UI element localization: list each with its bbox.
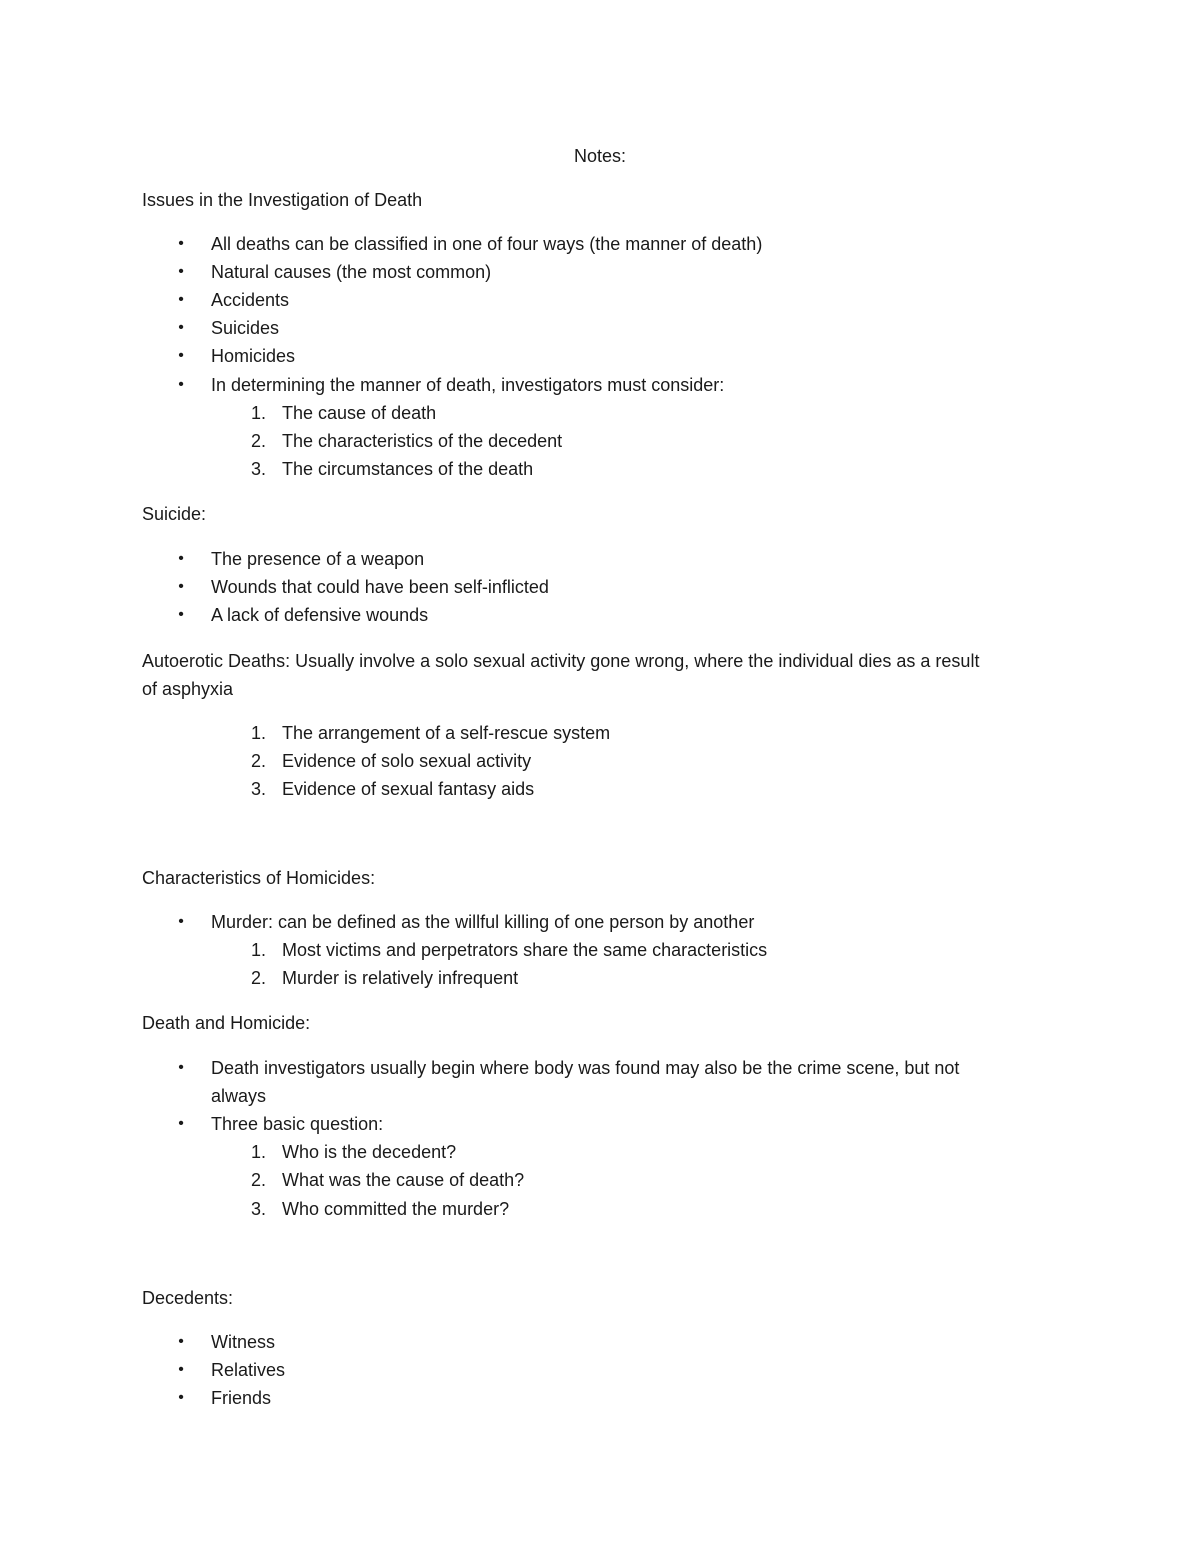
numbered-item-text: The cause of death	[282, 403, 437, 423]
list-number: 1.	[250, 723, 266, 743]
bullet-icon: •	[178, 347, 184, 364]
bullet-icon: •	[178, 550, 184, 567]
list-item-text: Witness	[211, 1332, 276, 1352]
section-heading-decedents: Decedents:	[142, 1288, 234, 1308]
list-number: 3.	[250, 1199, 266, 1219]
list-item-text: Homicides	[211, 346, 296, 366]
list-item-text: Friends	[211, 1388, 272, 1408]
list-item-text: In determining the manner of death, investigators must consider:	[211, 375, 725, 395]
numbered-item-text: Murder is relatively infrequent	[282, 968, 519, 988]
bullet-icon: •	[178, 319, 184, 336]
list-number: 3.	[250, 459, 266, 479]
numbered-item-text: What was the cause of death?	[282, 1170, 525, 1190]
numbered-item-text: Who committed the murder?	[282, 1199, 510, 1219]
bullet-icon: •	[178, 913, 184, 930]
list-item-text: Death investigators usually begin where body was found may also be the crime scene, but not	[211, 1058, 960, 1078]
numbered-item-text: The arrangement of a self-rescue system	[282, 723, 611, 743]
bullet-icon: •	[178, 1115, 184, 1132]
list-item-text-continued: always	[211, 1086, 267, 1106]
section-heading-autoerotic: Autoerotic Deaths: Usually involve a solo sexual activity gone wrong, where the individual dies as a result	[142, 651, 980, 671]
list-number: 2.	[250, 751, 266, 771]
list-number: 1.	[250, 940, 266, 960]
list-item-text: Natural causes (the most common)	[211, 262, 492, 282]
bullet-icon: •	[178, 263, 184, 280]
numbered-item-text: Evidence of sexual fantasy aids	[282, 779, 535, 799]
section-heading-issues: Issues in the Investigation of Death	[142, 190, 423, 210]
bullet-icon: •	[178, 376, 184, 393]
list-item-text: Accidents	[211, 290, 290, 310]
section-heading-autoerotic-continued: of asphyxia	[142, 679, 234, 699]
page-title: Notes:	[573, 146, 627, 166]
list-number: 1.	[250, 403, 266, 423]
list-item-text: Three basic question:	[211, 1114, 384, 1134]
bullet-icon: •	[178, 1361, 184, 1378]
numbered-item-text: Who is the decedent?	[282, 1142, 457, 1162]
list-item-text: Relatives	[211, 1360, 286, 1380]
bullet-icon: •	[178, 578, 184, 595]
list-item-text: Wounds that could have been self-inflicted	[211, 577, 549, 597]
bullet-icon: •	[178, 1333, 184, 1350]
list-number: 3.	[250, 779, 266, 799]
numbered-item-text: Evidence of solo sexual activity	[282, 751, 532, 771]
list-number: 2.	[250, 431, 266, 451]
numbered-item-text: The characteristics of the decedent	[282, 431, 563, 451]
list-item-text: Suicides	[211, 318, 280, 338]
list-number: 2.	[250, 968, 266, 988]
bullet-icon: •	[178, 1389, 184, 1406]
list-item-text: Murder: can be defined as the willful killing of one person by another	[211, 912, 755, 932]
list-number: 1.	[250, 1142, 266, 1162]
numbered-item-text: Most victims and perpetrators share the same characteristics	[282, 940, 768, 960]
list-number: 2.	[250, 1170, 266, 1190]
bullet-icon: •	[178, 1059, 184, 1076]
section-heading-suicide: Suicide:	[142, 504, 207, 524]
bullet-icon: •	[178, 291, 184, 308]
bullet-icon: •	[178, 235, 184, 252]
bullet-icon: •	[178, 606, 184, 623]
section-heading-death-homicide: Death and Homicide:	[142, 1013, 311, 1033]
numbered-item-text: The circumstances of the death	[282, 459, 534, 479]
list-item-text: The presence of a weapon	[211, 549, 425, 569]
list-item-text: All deaths can be classified in one of four ways (the manner of death)	[211, 234, 763, 254]
section-heading-homicides: Characteristics of Homicides:	[142, 868, 376, 888]
list-item-text: A lack of defensive wounds	[211, 605, 429, 625]
